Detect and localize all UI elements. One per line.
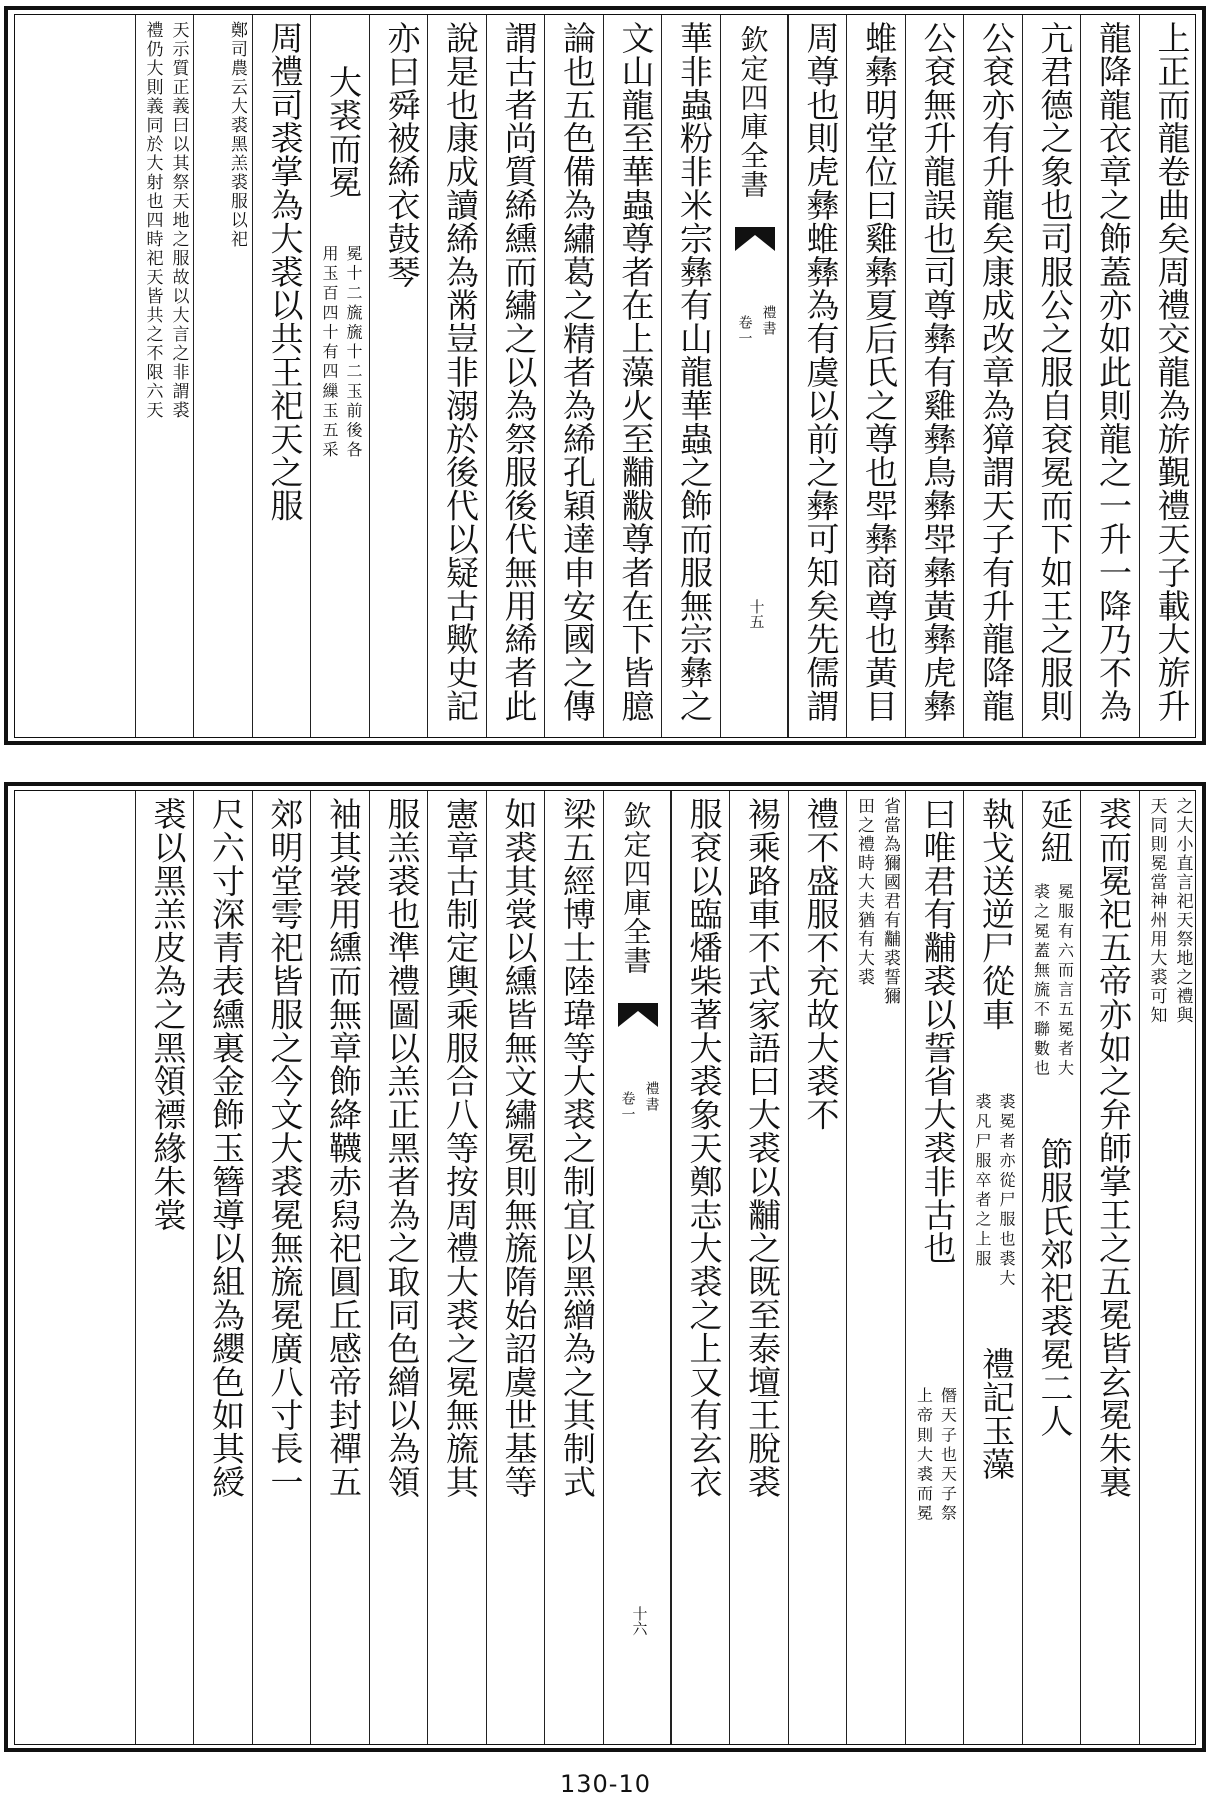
text-column [369, 791, 428, 1744]
column-text: 亢君德之象也司服公之服自袞冕而下如王之服則 [1035, 21, 1075, 723]
column-text: 裼乘路車不式家語曰大裘以黼之既至泰壇王脫裘 [743, 797, 782, 1499]
juan-number: 卷一 [736, 315, 753, 347]
column-text: 公袞無升龍誤也司尊彝有雞彝鳥彝斝彝黃彝虎彝 [918, 21, 958, 723]
column-text: 服羔裘也準禮圖以羔正黑者為之取同色繒以為領 [382, 797, 422, 1499]
column-text: 龍降龍衣章之飾蓋亦如此則龍之一升一降乃不為 [1094, 21, 1133, 723]
entry-note: 僭天子也天子祭 [938, 1387, 958, 1525]
column-text: 如裘其裳以纁皆無文繡冕則無旒隋始詔虞世基等 [499, 797, 539, 1499]
book-title: 欽定四庫全書 [736, 25, 770, 199]
commentary-line: 田之禮時大夫猶有大裘 [854, 797, 874, 987]
center-column [720, 15, 788, 737]
column-text: 服袞以臨燔柴著大裘象天鄭志大裘之上又有玄衣 [684, 797, 724, 1499]
text-column [252, 791, 311, 1744]
text-column [193, 791, 252, 1744]
entry-heading: 執戈送逆尸從車 [977, 797, 1016, 1031]
commentary-line: 天同則冕當神州用大裘可知 [1146, 797, 1167, 1025]
entry-note: 用玉百四十有四繅玉五采 [320, 245, 339, 461]
text-column [1022, 791, 1081, 1744]
commentary-line: 鄭司農云大裘黑羔裘服以祀 [227, 21, 247, 249]
text-column [135, 15, 194, 737]
leaf-lower-text-area [14, 790, 1196, 1745]
column-text: 謂古者尚質絺纁而繡之以為祭服後代無用絺者此 [499, 21, 539, 723]
text-column [1139, 791, 1198, 1744]
text-column [846, 15, 905, 737]
text-column [846, 791, 905, 1744]
text-column [729, 791, 788, 1744]
column-text: 裘而冕祀五帝亦如之弁師掌王之五冕皆玄冕朱裏 [1094, 797, 1133, 1499]
leaf-upper [0, 0, 1211, 745]
text-column [1080, 15, 1139, 737]
text-column [427, 791, 486, 1744]
text-column [486, 15, 545, 737]
text-column [788, 15, 847, 737]
column-text: 說是也康成讀絺為黹豈非溺於後代以疑古歟史記 [441, 21, 480, 723]
column-text: 郊明堂雩祀皆服之今文大裘冕無旒冕廣八寸長一 [265, 797, 305, 1499]
column-text: 蜼彝明堂位曰雞彝夏后氏之尊也斝彝商尊也黃目 [860, 21, 899, 723]
entry-heading: 曰唯君有黼裘以誓省大裘非古也 [918, 797, 958, 1265]
text-column [252, 15, 311, 737]
text-column [1139, 15, 1198, 737]
text-column [544, 791, 603, 1744]
text-column [905, 15, 964, 737]
text-column [310, 791, 369, 1744]
leaf-upper-text-area [14, 14, 1196, 738]
text-column [603, 15, 662, 737]
entry-note: 冕服有六而言五冕者大 [1055, 883, 1075, 1079]
column-text: 憲章古制定輿乘服合八等按周禮大裘之冕無旒其 [441, 797, 480, 1499]
entry-continuation: 禮記玉藻 [977, 1347, 1016, 1481]
book-title: 欽定四庫全書 [619, 801, 653, 975]
folio-number: 130-10 [559, 1770, 651, 1798]
text-column [1080, 791, 1139, 1744]
entry-note: 冕十二旒旒十二玉前後各 [344, 245, 363, 461]
page-number: 十五 [747, 599, 766, 629]
entry-heading: 大裘而冕 [324, 65, 363, 199]
juan-number: 卷一 [619, 1091, 636, 1123]
column-text: 袖其裳用纁而無章飾絳韈赤舄祀圓丘感帝封禪五 [324, 797, 363, 1499]
column-text: 文山龍至華蟲尊者在上藻火至黼黻尊者在下皆臆 [616, 21, 656, 723]
text-column [310, 15, 369, 737]
text-column [661, 15, 720, 737]
column-text: 禮不盛服不充故大裘不 [801, 797, 841, 1131]
text-column [544, 15, 603, 737]
column-text: 論也五色備為繡葛之精者為絺孔穎達申安國之傳 [558, 21, 597, 723]
book-name: 禮書 [760, 305, 777, 337]
commentary-line: 天示質正義曰以其祭天地之服故以大言之非謂裘 [168, 21, 189, 420]
page-number: 十六 [630, 1606, 649, 1636]
column-text: 裘以黑羔皮為之黑領褾緣朱裳 [148, 797, 188, 1232]
text-column [486, 791, 545, 1744]
commentary-line: 省當為獮國君有黼裘誓獮 [880, 797, 900, 1006]
book-name: 禮書 [643, 1081, 660, 1113]
entry-heading: 延紐 [1035, 797, 1075, 864]
entry-note: 裘冕者亦從尸服也裘大 [997, 1093, 1016, 1289]
text-column [963, 791, 1022, 1744]
text-column [427, 15, 486, 737]
center-column [603, 791, 671, 1744]
column-text: 周尊也則虎彝蜼彝為有虞以前之彝可知矣先儒謂 [801, 21, 841, 723]
column-text: 梁五經博士陸瑋等大裘之制宜以黑繒為之其制式 [558, 797, 597, 1499]
text-column [963, 15, 1022, 737]
text-column [193, 15, 252, 737]
text-column [671, 791, 730, 1744]
leaf-lower [0, 780, 1211, 1755]
commentary-line: 禮仍大則義同於大射也四時祀天皆共之不限六天 [142, 21, 163, 420]
entry-note: 裘凡尸服卒者之上服 [973, 1093, 992, 1270]
fishtail-mark-icon [618, 1003, 658, 1027]
column-text: 尺六寸深青表纁裏金飾玉簪導以組為纓色如其綬 [207, 797, 246, 1499]
entry-note: 裘之冕蓋無旒不聯數也 [1031, 883, 1051, 1079]
text-column [369, 15, 428, 737]
text-column [1022, 15, 1081, 737]
fishtail-mark-icon [735, 227, 775, 251]
column-text: 華非蟲粉非米宗彝有山龍華蟲之飾而服無宗彝之 [675, 21, 714, 723]
text-column [135, 791, 194, 1744]
entry-note: 上帝則大裘而冕 [914, 1387, 934, 1525]
column-text: 公袞亦有升龍矣康成改章為獐謂天子有升龍降龍 [977, 21, 1016, 723]
entry-continuation: 節服氏郊祀裘冕二人 [1035, 1137, 1075, 1438]
text-column [905, 791, 964, 1744]
commentary-line: 之大小直言祀天祭地之禮與 [1172, 797, 1193, 1025]
column-text: 亦曰舜被絺衣鼓琴 [382, 21, 422, 289]
column-text: 周禮司裘掌為大裘以共王祀天之服 [265, 21, 305, 522]
text-column [788, 791, 847, 1744]
column-text: 上正而龍卷曲矣周禮交龍為旂覲禮天子載大旂升 [1152, 21, 1192, 723]
